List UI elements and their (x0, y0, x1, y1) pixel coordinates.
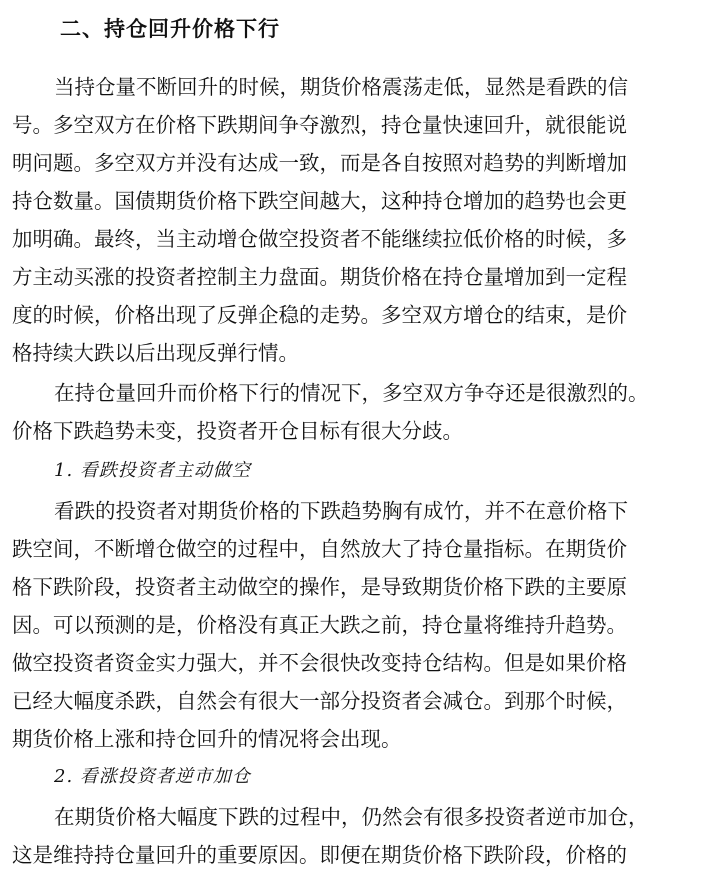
paragraph-1-line-6: 方主动买涨的投资者控制主力盘面。期货价格在持仓量增加到一定程 (12, 265, 627, 289)
paragraph-1-line-8: 格持续大跌以后出现反弹行情。 (12, 341, 299, 365)
paragraph-1-line-2: 号。多空双方在价格下跌期间争夺激烈，持仓量快速回升，就很能说 (12, 113, 627, 137)
subheading-2: 2. 看涨投资者逆市加仓 (54, 766, 251, 787)
paragraph-3-line-6: 已经大幅度杀跌，自然会有很大一部分投资者会减仓。到那个时候， (12, 689, 627, 713)
paragraph-3-line-2: 跌空间，不断增仓做空的过程中，自然放大了持仓量指标。在期货价 (12, 537, 627, 561)
paragraph-2-line-2: 价格下跌趋势未变，投资者开仓目标有很大分歧。 (12, 419, 463, 443)
section-title: 二、持仓回升价格下行 (60, 17, 280, 41)
paragraph-3-line-4: 因。可以预测的是，价格没有真正大跌之前，持仓量将维持升趋势。 (12, 613, 627, 637)
paragraph-1-line-7: 度的时候，价格出现了反弹企稳的走势。多空双方增仓的结束，是价 (12, 303, 627, 327)
paragraph-4-line-2: 这是维持持仓量回升的重要原因。即便在期货价格下跌阶段，价格的 (12, 843, 627, 867)
paragraph-1-line-4: 持仓数量。国债期货价格下跌空间越大，这种持仓增加的趋势也会更 (12, 189, 627, 213)
paragraph-4-line-1: 在期货价格大幅度下跌的过程中，仍然会有很多投资者逆市加仓， (54, 805, 649, 829)
paragraph-3-line-1: 看跌的投资者对期货价格的下跌趋势胸有成竹，并不在意价格下 (54, 499, 628, 523)
paragraph-1-line-1: 当持仓量不断回升的时候，期货价格震荡走低，显然是看跌的信 (54, 75, 628, 99)
paragraph-3-line-3: 格下跌阶段，投资者主动做空的操作，是导致期货价格下跌的主要原 (12, 575, 627, 599)
paragraph-3-line-5: 做空投资者资金实力强大，并不会很快改变持仓结构。但是如果价格 (12, 651, 627, 675)
paragraph-2-line-1: 在持仓量回升而价格下行的情况下，多空双方争夺还是很激烈的。 (54, 381, 649, 405)
paragraph-1-line-3: 明问题。多空双方并没有达成一致，而是各自按照对趋势的判断增加 (12, 151, 627, 175)
paragraph-1-line-5: 加明确。最终，当主动增仓做空投资者不能继续拉低价格的时候，多 (12, 227, 627, 251)
subheading-1: 1. 看跌投资者主动做空 (54, 460, 251, 481)
paragraph-3-line-7: 期货价格上涨和持仓回升的情况将会出现。 (12, 727, 402, 751)
